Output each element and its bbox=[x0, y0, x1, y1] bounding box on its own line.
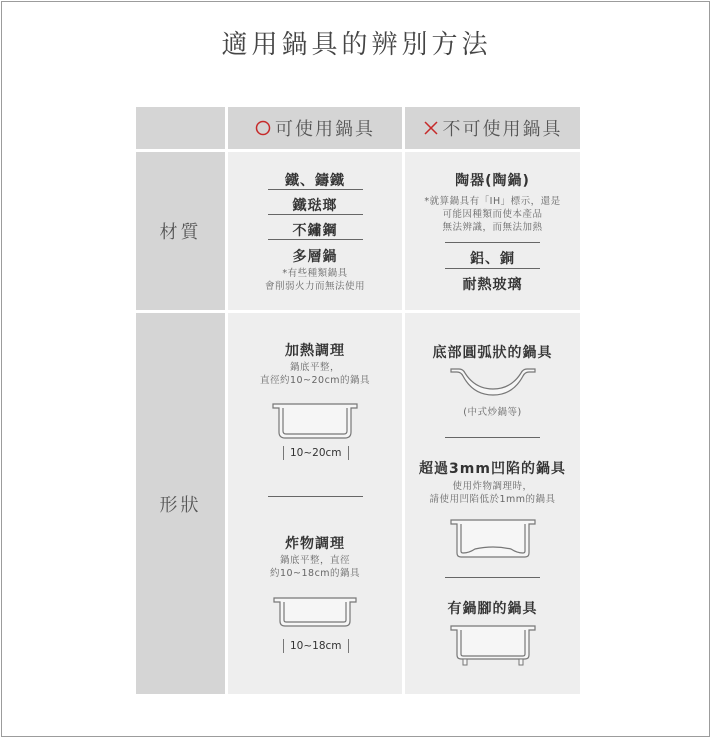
legs-title: 有鍋腳的鍋具 bbox=[447, 601, 538, 617]
circle-icon bbox=[255, 120, 271, 136]
flat-pot-icon bbox=[271, 401, 359, 441]
page-title: 適用鍋具的辨別方法 bbox=[221, 30, 492, 60]
divider bbox=[268, 189, 363, 190]
divider bbox=[268, 496, 363, 497]
fry-cooking-note-1: 鍋底平整，直徑 bbox=[279, 555, 350, 566]
divider bbox=[445, 577, 540, 578]
material-unsuitable-note-2: 可能因種類而使本產品 bbox=[442, 209, 543, 220]
small-pot-icon bbox=[272, 595, 358, 629]
material-item-glass: 耐熱玻璃 bbox=[462, 277, 523, 293]
material-label: 材質 bbox=[159, 222, 202, 243]
heat-cooking-note-2: 直徑約10~20cm的鍋具 bbox=[259, 375, 371, 386]
header-suitable bbox=[228, 107, 402, 149]
divider bbox=[445, 268, 540, 269]
heat-cooking-note-1: 鍋底平整， bbox=[289, 362, 340, 373]
round-bottom-note: (中式炒鍋等) bbox=[463, 407, 522, 418]
round-bottom-title: 底部圓弧狀的鍋具 bbox=[432, 345, 553, 361]
row-label-material bbox=[136, 152, 225, 310]
material-item-aluminum: 鋁、銅 bbox=[470, 251, 515, 267]
material-unsuitable-cell bbox=[405, 152, 580, 310]
material-unsuitable-note-3: 無法辨識，而無法加熱 bbox=[442, 222, 543, 233]
material-item-steel: 不鏽鋼 bbox=[292, 223, 338, 239]
material-item-iron: 鐵、鑄鐵 bbox=[285, 173, 345, 189]
material-item-enamel: 鐵琺瑯 bbox=[292, 198, 338, 214]
material-suitable-cell bbox=[228, 152, 402, 310]
cross-icon bbox=[423, 120, 439, 136]
dent-note-2: 請使用凹陷低於1mm的鍋具 bbox=[429, 494, 556, 505]
wok-icon bbox=[449, 367, 537, 399]
heat-cooking-title: 加熱調理 bbox=[285, 343, 345, 359]
shape-suitable-cell bbox=[228, 313, 402, 694]
dent-note-1: 使用炸物調理時， bbox=[452, 481, 533, 492]
shape-unsuitable-cell bbox=[405, 313, 580, 694]
divider bbox=[445, 437, 540, 438]
material-suitable-note-1: *有些種類鍋具 bbox=[282, 268, 348, 279]
divider bbox=[268, 239, 363, 240]
fry-cooking-note-2: 約10~18cm的鍋具 bbox=[269, 568, 361, 579]
divider bbox=[268, 214, 363, 215]
divider bbox=[445, 242, 540, 243]
material-suitable-note-2: 會削弱火力而無法使用 bbox=[264, 281, 365, 292]
corner-cell bbox=[136, 107, 225, 149]
header-suitable-label: 可使用鍋具 bbox=[275, 119, 375, 140]
row-label-shape bbox=[136, 313, 225, 694]
header-unsuitable bbox=[405, 107, 580, 149]
dent-title: 超過3mm凹陷的鍋具 bbox=[419, 461, 566, 477]
shape-label: 形狀 bbox=[159, 494, 202, 516]
heat-size-label: 10~20cm bbox=[283, 446, 349, 460]
header-unsuitable-label: 不可使用鍋具 bbox=[442, 119, 563, 140]
pot-with-legs-icon bbox=[449, 623, 537, 667]
material-item-multilayer: 多層鍋 bbox=[292, 249, 338, 265]
fry-size-label: 10~18cm bbox=[283, 639, 349, 653]
material-item-ceramic: 陶器(陶鍋) bbox=[455, 173, 530, 189]
material-unsuitable-note-1: *就算鍋具有「IH」標示，還是 bbox=[424, 196, 561, 207]
fry-cooking-title: 炸物調理 bbox=[285, 536, 345, 552]
dented-pot-icon bbox=[449, 517, 537, 561]
